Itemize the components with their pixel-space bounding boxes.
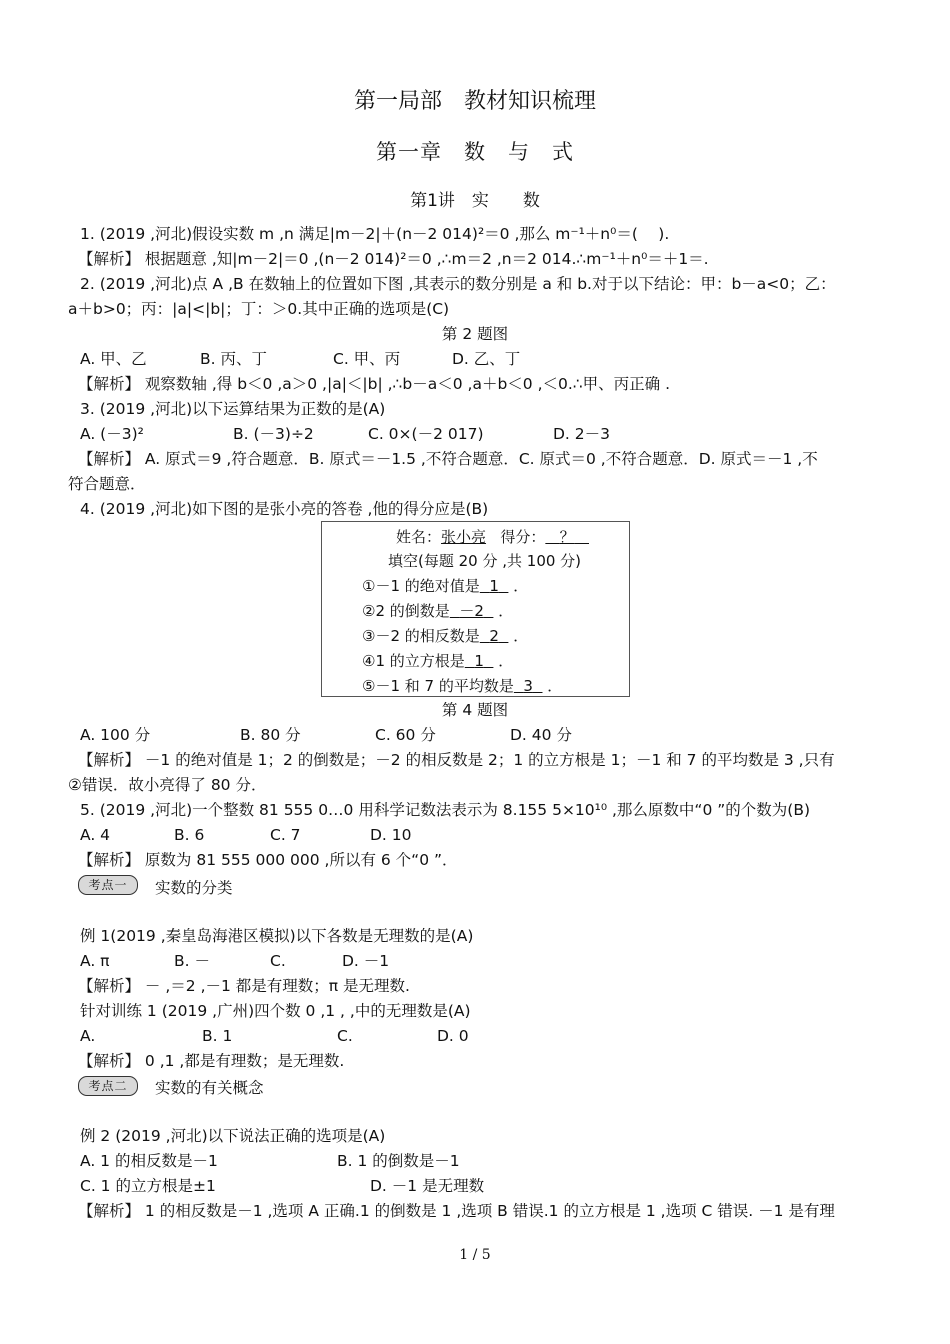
example-2: 例 2 (2019 ,河北)以下说法正确的选项是(A)	[80, 1127, 386, 1145]
example-1: 例 1(2019 ,秦皇岛海港区模拟)以下各数是无理数的是(A)	[80, 927, 474, 945]
question-3-analysis-line-2: 符合题意．	[68, 475, 146, 493]
card-item-1: ①－1 的绝对值是 1 ．	[362, 577, 529, 595]
ex1-option-a: A. π	[80, 952, 110, 970]
card-header	[396, 527, 589, 547]
question-4-analysis-line-2: ②错误．故小亮得了 80 分．	[68, 776, 267, 794]
question-2-analysis: 【解析】 观察数轴 ,得 b＜0 ,a＞0 ,|a|＜|b| ,∴b－a＜0 ,a＋b＜0 ,＜0.∴甲、丙正确 .	[78, 375, 671, 393]
ex1-option-c: C.	[270, 952, 286, 970]
example-1-analysis: 【解析】 － ,＝2 ,－1 都是有理数；π 是无理数.	[78, 977, 410, 995]
q3-option-c: C. 0×(－2 017)	[368, 425, 484, 443]
q4-option-b: B. 80 分	[240, 726, 301, 744]
ex2-option-a: A. 1 的相反数是－1	[80, 1152, 218, 1170]
score-value: ？	[559, 528, 575, 546]
question-1: 1. (2019 ,河北)假设实数 m ,n 满足|m－2|＋(n－2 014)²＝0 ,那么 m⁻¹＋n⁰＝( ).	[80, 225, 670, 243]
q4-option-a: A. 100 分	[80, 726, 151, 744]
training-1-analysis: 【解析】 0 ,1 ,都是有理数；是无理数.	[78, 1052, 345, 1070]
page-number: 1 / 5	[459, 1247, 491, 1263]
q4-option-d: D. 40 分	[510, 726, 572, 744]
ex1-option-b: B. －	[174, 952, 210, 970]
key-point-2-badge: 考点二	[78, 1076, 138, 1096]
tr1-option-d: D. 0	[437, 1027, 469, 1045]
student-name: 张小亮	[441, 528, 487, 546]
card-item-2: ②2 的倒数是 －2 ．	[362, 602, 514, 620]
question-5-analysis: 【解析】 原数为 81 555 000 000 ,所以有 6 个“0 ”．	[78, 851, 458, 869]
key-point-1-title: 实数的分类	[155, 879, 233, 897]
q3-option-d: D. 2－3	[553, 425, 611, 443]
ex1-option-d: D. －1	[342, 952, 390, 970]
q2-option-b: B. 丙、丁	[200, 350, 267, 368]
ex2-option-b: B. 1 的倒数是－1	[337, 1152, 460, 1170]
answer-sheet-card	[321, 521, 630, 697]
card-item-4: ④1 的立方根是 1 ．	[362, 652, 514, 670]
card-heading: 填空(每题 20 分 ,共 100 分)	[388, 552, 582, 570]
q3-option-b: B. (－3)÷2	[233, 425, 314, 443]
q2-option-c: C. 甲、丙	[333, 350, 401, 368]
q3-option-a: A. (－3)²	[80, 425, 144, 443]
question-2-line-1: 2. (2019 ,河北)点 A ,B 在数轴上的位置如下图 ,其表示的数分别是 a 和 b.对于以下结论：甲：b－a<0；乙：	[80, 275, 836, 293]
q5-option-b: B. 6	[174, 826, 205, 844]
tr1-option-b: B. 1	[202, 1027, 233, 1045]
figure-4-caption: 第 4 题图	[441, 701, 509, 719]
key-point-2-title: 实数的有关概念	[155, 1079, 264, 1097]
q4-option-c: C. 60 分	[375, 726, 436, 744]
key-point-1-badge: 考点一	[78, 875, 138, 895]
q5-option-c: C. 7	[270, 826, 301, 844]
q2-option-a: A. 甲、乙	[80, 350, 147, 368]
tr1-option-a: A.	[80, 1027, 96, 1045]
ex2-option-c: C. 1 的立方根是±1	[80, 1177, 216, 1195]
score-label: 得分：	[500, 528, 546, 546]
question-3: 3. (2019 ,河北)以下运算结果为正数的是(A)	[80, 400, 386, 418]
q5-option-d: D. 10	[370, 826, 412, 844]
chapter-title: 第一章 数 与 式	[376, 140, 574, 164]
training-1: 针对训练 1 (2019 ,广州)四个数 0 ,1 , ,中的无理数是(A)	[80, 1002, 471, 1020]
question-5: 5. (2019 ,河北)一个整数 81 555 0…0 用科学记数法表示为 8.155 5×10¹⁰ ,那么原数中“0 ”的个数为(B)	[80, 801, 811, 819]
question-2-line-2: a＋b>0；丙：|a|<|b|；丁：＞0.其中正确的选项是(C)	[68, 300, 450, 318]
ex2-option-d: D. －1 是无理数	[370, 1177, 485, 1195]
q5-option-a: A. 4	[80, 826, 111, 844]
name-label: 姓名：	[396, 528, 442, 546]
lecture-title: 第1讲 实 数	[410, 191, 540, 211]
q2-option-d: D. 乙、丁	[452, 350, 521, 368]
question-1-analysis: 【解析】 根据题意 ,知|m－2|＝0 ,(n－2 014)²＝0 ,∴m＝2 ,n＝2 014.∴m⁻¹＋n⁰＝＋1＝.	[78, 250, 709, 268]
tr1-option-c: C.	[337, 1027, 353, 1045]
question-4-analysis-line-1: 【解析】 －1 的绝对值是 1；2 的倒数是；－2 的相反数是 2；1 的立方根是 1；－1 和 7 的平均数是 3 ,只有	[78, 751, 835, 769]
question-3-analysis-line-1: 【解析】 A. 原式＝9 ,符合题意．B. 原式＝－1.5 ,不符合题意．C. 原式＝0 ,不符合题意．D. 原式＝－1 ,不	[78, 450, 818, 468]
document-title: 第一局部 教材知识梳理	[353, 89, 596, 114]
question-4: 4. (2019 ,河北)如下图的是张小亮的答卷 ,他的得分应是(B)	[80, 500, 489, 518]
card-item-5: ⑤－1 和 7 的平均数是 3 ．	[362, 677, 563, 695]
figure-2-caption: 第 2 题图	[441, 325, 509, 343]
card-item-3: ③－2 的相反数是 2 ．	[362, 627, 529, 645]
example-2-analysis: 【解析】 1 的相反数是－1 ,选项 A 正确.1 的倒数是 1 ,选项 B 错误.1 的立方根是 1 ,选项 C 错误. －1 是有理	[78, 1202, 835, 1220]
